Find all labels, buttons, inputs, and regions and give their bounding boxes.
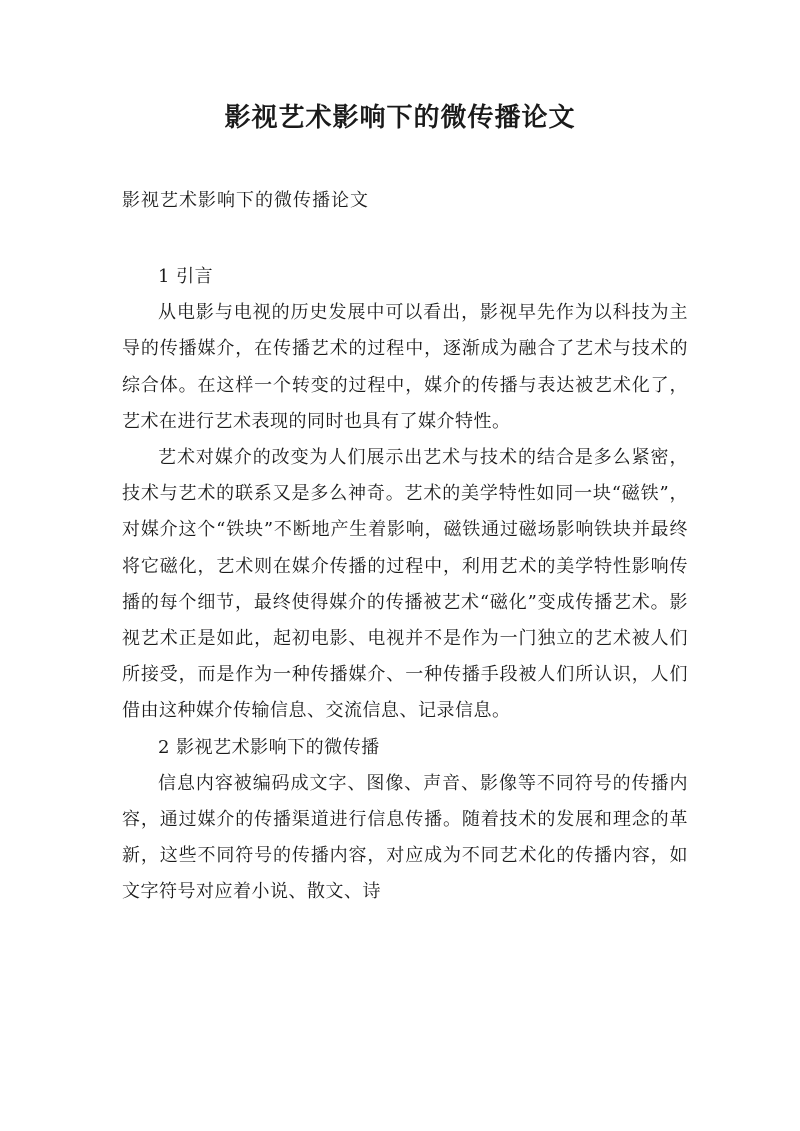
document-subtitle: 影视艺术影响下的微传播论文 bbox=[122, 190, 369, 211]
section-1-paragraph-1: 从电影与电视的历史发展中可以看出，影视早先作为以科技为主导的传播媒介，在传播艺术的过程中，逐渐成为融合了艺术与技术的综合体。在这样一个转变的过程中，媒介的传播与表达被艺术化了，艺术在进行艺术表现的同时也具有了媒介特性。 bbox=[122, 302, 688, 432]
section-1-heading: 1 引言 bbox=[158, 266, 214, 287]
section-2-paragraph-1: 信息内容被编码成文字、图像、声音、影像等不同符号的传播内容，通过媒介的传播渠道进行信息传播。随着技术的发展和理念的革新，这些不同符号的传播内容，对应成为不同艺术化的传播内容，如文字符号对应着小说、散文、诗 bbox=[122, 772, 688, 903]
section-1-paragraph-2: 艺术对媒介的改变为人们展示出艺术与技术的结合是多么紧密，技术与艺术的联系又是多么神奇。艺术的美学特性如同一块“磁铁”，对媒介这个“铁块”不断地产生着影响，磁铁通过磁场影响铁块并最终将它磁化，艺术则在媒介传播的过程中，利用艺术的美学特性影响传播的每个细节，最终使得媒介的传播被艺术“磁化”变成传播艺术。影视艺术正是如此，起初电影、电视并不是作为一门独立的艺术被人们所接受，而是作为一种传播媒介、一种传播手段被人们所认识，人们借由这种媒介传输信息、交流信息、记录信息。 bbox=[122, 447, 688, 722]
document-title: 影视艺术影响下的微传播论文 bbox=[224, 103, 576, 133]
section-2-heading: 2 影视艺术影响下的微传播 bbox=[158, 736, 380, 758]
document-body bbox=[122, 259, 688, 911]
